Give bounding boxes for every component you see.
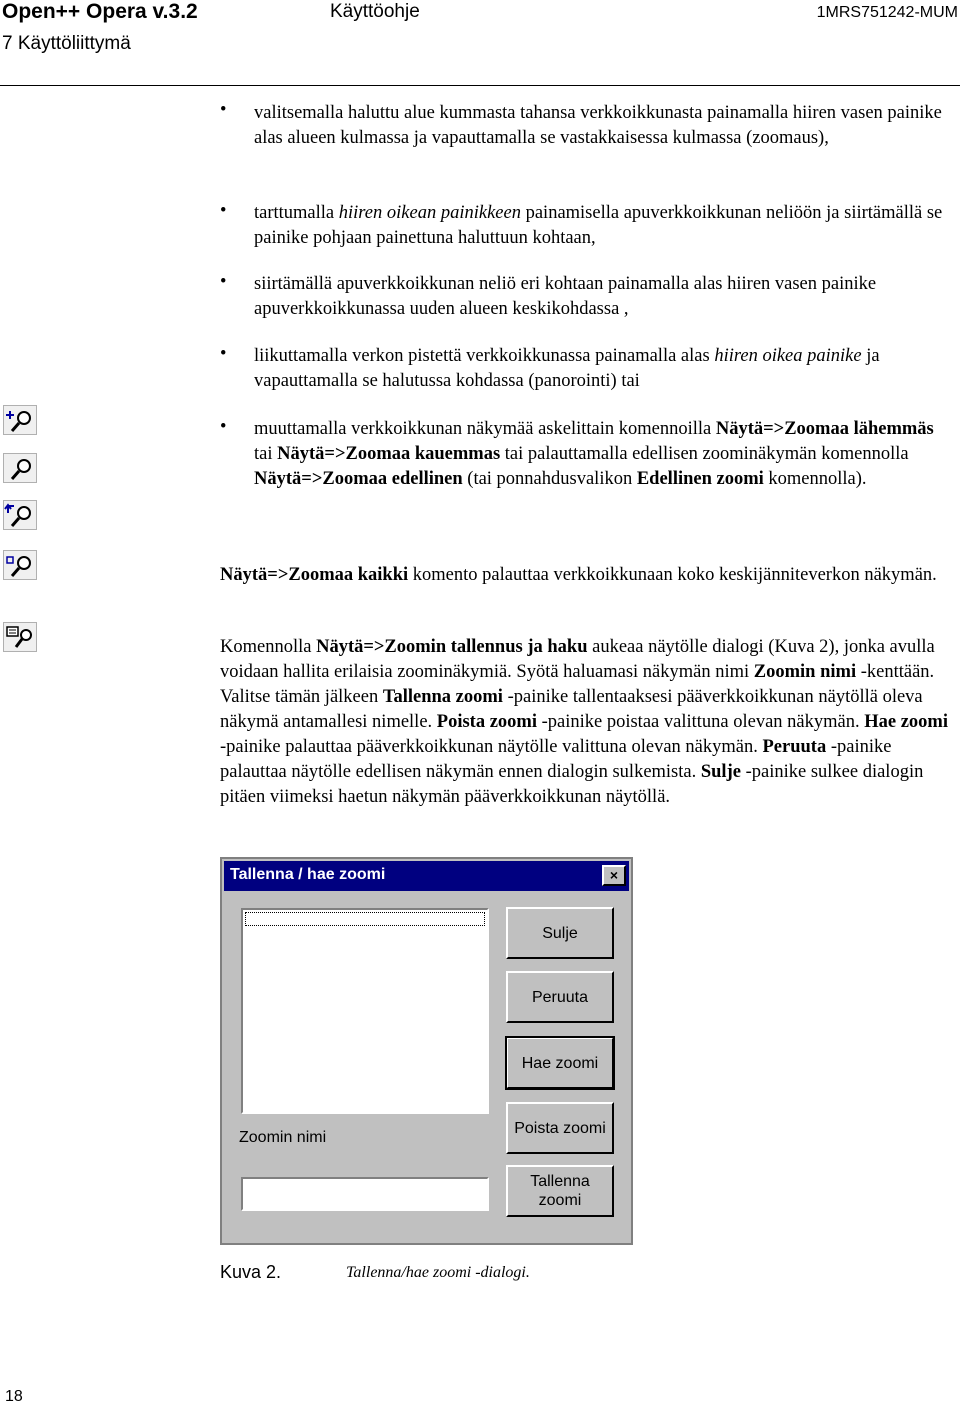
page-number: 18 [5,1388,23,1405]
document-type: Käyttöohje [330,1,420,22]
zoom-in-icon [3,405,37,435]
bullet-item-3: siirtämällä apuverkkoikkunan neliö eri kohtaan painamalla alas hiiren vasen painike apuverkkoikkunassa uuden alueen keskikohdassa , [254,274,877,319]
zoom-name-input[interactable] [241,1177,489,1211]
bullet-marker: • [220,201,227,221]
bullet-item-4: liikuttamalla verkon pistettä verkkoikkunassa painamalla alas hiiren oikea painike ja vapauttamalla se halutussa kohdassa (panorointi) tai [254,346,880,391]
zoom-icon [3,453,37,483]
dialog-title: Tallenna / hae zoomi [230,866,386,883]
delete-zoom-button[interactable]: Poista zoomi [506,1102,614,1154]
zoom-previous-icon [3,550,37,580]
zoom-all-icon [3,622,37,652]
close-icon[interactable]: × [602,865,626,886]
cancel-button[interactable]: Peruuta [506,971,614,1023]
dialog-title-bar[interactable] [224,861,629,891]
bullet-marker: • [220,272,227,292]
document-id: 1MRS751242-MUM [816,4,958,21]
zoom-list[interactable] [241,908,489,1114]
paragraph-zoom-all: Näytä=>Zoomaa kaikki komento palauttaa verkkoikkunaan koko keskijänniteverkon näkymän. [220,565,937,585]
bullet-marker: • [220,417,227,437]
fetch-zoom-button[interactable]: Hae zoomi [506,1037,614,1089]
zoom-dialog [220,857,633,1245]
list-focus-rect [245,912,485,926]
close-button[interactable]: Sulje [506,907,614,959]
figure-label: Kuva 2. [220,1262,282,1282]
zoom-name-label: Zoomin nimi [239,1129,327,1146]
header-rule [0,85,960,86]
figure-caption: Tallenna/hae zoomi -dialogi. [346,1264,530,1281]
bullet-marker: • [220,100,227,120]
zoom-out-icon [3,500,37,530]
section-title: 7 Käyttöliittymä [2,33,131,54]
paragraph-zoom-dialog: Komennolla Näytä=>Zoomin tallennus ja haku aukeaa näytölle dialogi (Kuva 2), jonka avulla voidaan hallita erilaisia zoominäkymiä. Syötä haluamasi näkymän nimi Zoomin nimi -kenttään. Valitse tämän jälkeen Tallenna zoomi -painike tallentaaksesi pääverkkoikkunan näytöllä oleva näkymä antamallesi nimelle. Poista zoomi -painike poistaa valittuna olevan näkymän. Hae zoomi -painike palauttaa pääverkkoikkunan näytölle valittuna olevan näkymän. Peruuta -painike palauttaa näytölle edellisen näkymän ennen dialogin sulkemista. Sulje -painike sulkee dialogin pitäen viimeksi haetun näkymän pääverkkoikkunan näytöllä. [220,637,948,807]
save-zoom-button[interactable]: Tallenna zoomi [506,1165,614,1217]
bullet-item-1: valitsemalla haluttu alue kummasta tahansa verkkoikkunasta painamalla hiiren vasen painike alas alueen kulmassa ja vapauttamalla se vastakkaisessa kulmassa (zoomaus), [254,103,942,148]
bullet-item-5: muuttamalla verkkoikkunan näkymää askelittain komennoilla Näytä=>Zoomaa lähemmäs tai Näytä=>Zoomaa kauemmas tai palauttamalla edellisen zoominäkymän komennolla Näytä=>Zoomaa edellinen (tai ponnahdusvalikon Edellinen zoomi komennolla). [254,419,934,489]
bullet-marker: • [220,344,227,364]
document-title: Open++ Opera v.3.2 [2,0,198,23]
bullet-item-2: tarttumalla hiiren oikean painikkeen painamisella apuverkkoikkunan neliöön ja siirtämällä se painike pohjaan painettuna haluttuun kohtaan, [254,203,943,248]
